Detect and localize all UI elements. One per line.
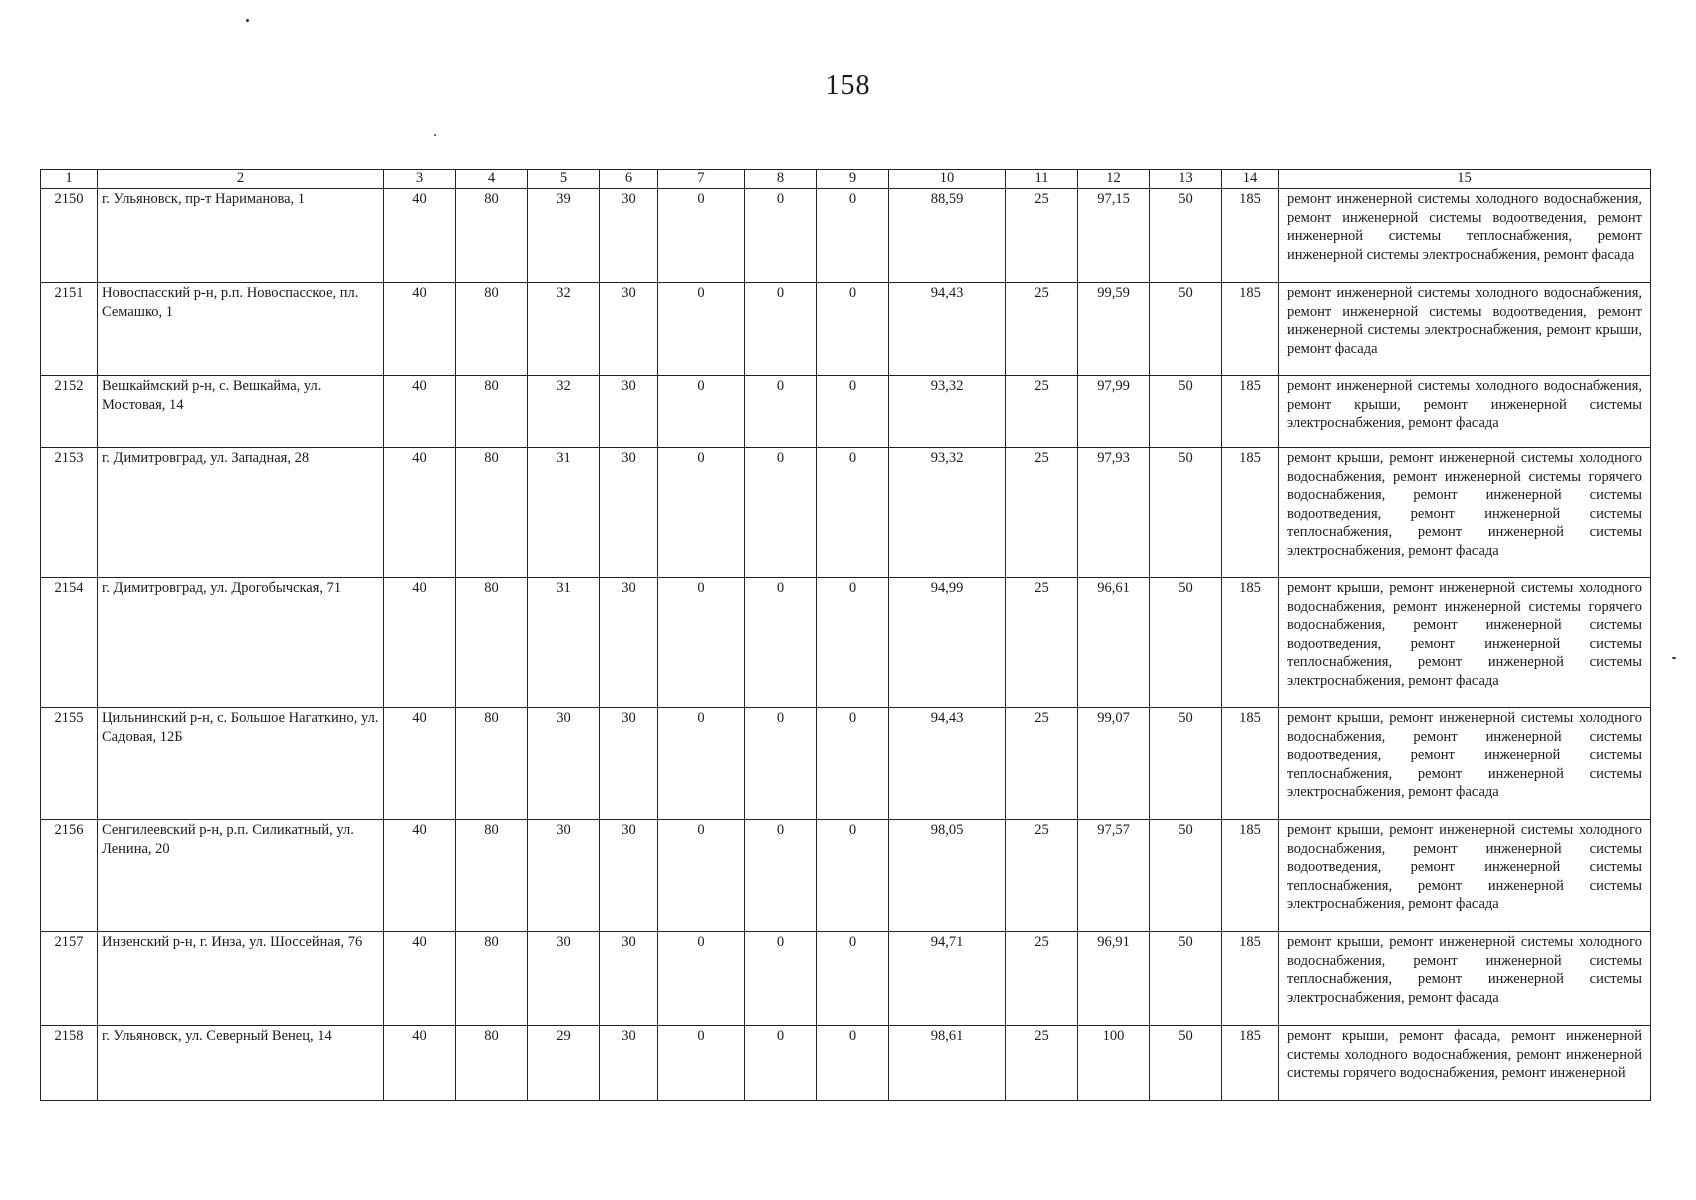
cell-col-4: 80 bbox=[456, 283, 528, 376]
cell-col-3: 40 bbox=[384, 708, 456, 820]
cell-col-5: 32 bbox=[528, 283, 600, 376]
column-header-5: 5 bbox=[528, 170, 600, 189]
cell-col-13: 50 bbox=[1150, 376, 1222, 448]
column-header-7: 7 bbox=[658, 170, 745, 189]
cell-col-11: 25 bbox=[1006, 448, 1078, 578]
cell-col-14: 185 bbox=[1222, 283, 1279, 376]
cell-col-12: 97,99 bbox=[1078, 376, 1150, 448]
column-header-6: 6 bbox=[600, 170, 658, 189]
cell-col-12: 100 bbox=[1078, 1026, 1150, 1101]
cell-col-4: 80 bbox=[456, 189, 528, 283]
row-works: ремонт крыши, ремонт инженерной системы холодного водоснабжения, ремонт инженерной системы водоотведения, ремонт инженерной системы теплоснабжения, ремонт инженерной системы электроснабжения, ремонт фасада bbox=[1279, 820, 1651, 932]
table-row bbox=[41, 189, 1651, 283]
cell-col-9: 0 bbox=[817, 189, 889, 283]
cell-col-10: 94,43 bbox=[889, 283, 1006, 376]
cell-col-6: 30 bbox=[600, 1026, 658, 1101]
column-header-9: 9 bbox=[817, 170, 889, 189]
cell-col-14: 185 bbox=[1222, 820, 1279, 932]
cell-col-6: 30 bbox=[600, 820, 658, 932]
cell-col-12: 97,15 bbox=[1078, 189, 1150, 283]
page-number: 158 bbox=[825, 70, 871, 101]
row-id: 2154 bbox=[41, 578, 98, 708]
cell-col-5: 30 bbox=[528, 708, 600, 820]
cell-col-11: 25 bbox=[1006, 932, 1078, 1026]
cell-col-7: 0 bbox=[658, 448, 745, 578]
cell-col-10: 93,32 bbox=[889, 376, 1006, 448]
scan-speck bbox=[434, 134, 436, 136]
row-address: г. Димитровград, ул. Дрогобычская, 71 bbox=[98, 578, 384, 708]
cell-col-11: 25 bbox=[1006, 578, 1078, 708]
cell-col-6: 30 bbox=[600, 932, 658, 1026]
cell-col-12: 96,91 bbox=[1078, 932, 1150, 1026]
cell-col-11: 25 bbox=[1006, 376, 1078, 448]
cell-col-3: 40 bbox=[384, 932, 456, 1026]
cell-col-13: 50 bbox=[1150, 189, 1222, 283]
cell-col-7: 0 bbox=[658, 1026, 745, 1101]
cell-col-7: 0 bbox=[658, 189, 745, 283]
cell-col-5: 39 bbox=[528, 189, 600, 283]
table-row bbox=[41, 578, 1651, 708]
cell-col-14: 185 bbox=[1222, 448, 1279, 578]
column-header-4: 4 bbox=[456, 170, 528, 189]
cell-col-14: 185 bbox=[1222, 708, 1279, 820]
row-id: 2158 bbox=[41, 1026, 98, 1101]
cell-col-7: 0 bbox=[658, 708, 745, 820]
row-works: ремонт крыши, ремонт инженерной системы холодного водоснабжения, ремонт инженерной системы водоотведения, ремонт инженерной системы теплоснабжения, ремонт инженерной системы электроснабжения, ремонт фасада bbox=[1279, 708, 1651, 820]
row-address: г. Димитровград, ул. Западная, 28 bbox=[98, 448, 384, 578]
cell-col-11: 25 bbox=[1006, 708, 1078, 820]
row-address: Цильнинский р-н, с. Большое Нагаткино, ул. Садовая, 12Б bbox=[98, 708, 384, 820]
cell-col-11: 25 bbox=[1006, 1026, 1078, 1101]
cell-col-9: 0 bbox=[817, 376, 889, 448]
column-header-2: 2 bbox=[98, 170, 384, 189]
cell-col-11: 25 bbox=[1006, 820, 1078, 932]
cell-col-8: 0 bbox=[745, 283, 817, 376]
cell-col-14: 185 bbox=[1222, 189, 1279, 283]
column-header-10: 10 bbox=[889, 170, 1006, 189]
row-address: г. Ульяновск, ул. Северный Венец, 14 bbox=[98, 1026, 384, 1101]
table-row bbox=[41, 448, 1651, 578]
row-works: ремонт крыши, ремонт инженерной системы холодного водоснабжения, ремонт инженерной системы горячего водоснабжения, ремонт инженерной системы водоотведения, ремонт инженерной системы теплоснабжения, ремонт инженерной системы электроснабжения, ремонт фасада bbox=[1279, 578, 1651, 708]
cell-col-3: 40 bbox=[384, 189, 456, 283]
cell-col-11: 25 bbox=[1006, 189, 1078, 283]
cell-col-7: 0 bbox=[658, 578, 745, 708]
row-works: ремонт крыши, ремонт инженерной системы холодного водоснабжения, ремонт инженерной системы теплоснабжения, ремонт инженерной системы электроснабжения, ремонт фасада bbox=[1279, 932, 1651, 1026]
cell-col-3: 40 bbox=[384, 820, 456, 932]
cell-col-9: 0 bbox=[817, 283, 889, 376]
cell-col-8: 0 bbox=[745, 1026, 817, 1101]
repair-program-table bbox=[40, 169, 1651, 1101]
cell-col-6: 30 bbox=[600, 283, 658, 376]
row-id: 2157 bbox=[41, 932, 98, 1026]
cell-col-12: 99,07 bbox=[1078, 708, 1150, 820]
cell-col-8: 0 bbox=[745, 376, 817, 448]
row-works: ремонт инженерной системы холодного водоснабжения, ремонт инженерной системы водоотведения, ремонт инженерной системы теплоснабжения, ремонт инженерной системы электроснабжения, ремонт фасада bbox=[1279, 189, 1651, 283]
row-id: 2156 bbox=[41, 820, 98, 932]
cell-col-4: 80 bbox=[456, 932, 528, 1026]
table-row bbox=[41, 1026, 1651, 1101]
cell-col-13: 50 bbox=[1150, 448, 1222, 578]
table-row bbox=[41, 376, 1651, 448]
cell-col-13: 50 bbox=[1150, 283, 1222, 376]
cell-col-11: 25 bbox=[1006, 283, 1078, 376]
scan-speck bbox=[246, 19, 249, 22]
column-header-3: 3 bbox=[384, 170, 456, 189]
table-row bbox=[41, 283, 1651, 376]
cell-col-5: 31 bbox=[528, 448, 600, 578]
cell-col-8: 0 bbox=[745, 189, 817, 283]
cell-col-14: 185 bbox=[1222, 1026, 1279, 1101]
cell-col-10: 94,71 bbox=[889, 932, 1006, 1026]
cell-col-13: 50 bbox=[1150, 932, 1222, 1026]
column-header-13: 13 bbox=[1150, 170, 1222, 189]
row-address: Новоспасский р-н, р.п. Новоспасское, пл. Семашко, 1 bbox=[98, 283, 384, 376]
cell-col-4: 80 bbox=[456, 578, 528, 708]
cell-col-12: 97,93 bbox=[1078, 448, 1150, 578]
cell-col-4: 80 bbox=[456, 1026, 528, 1101]
column-header-1: 1 bbox=[41, 170, 98, 189]
column-header-8: 8 bbox=[745, 170, 817, 189]
row-id: 2153 bbox=[41, 448, 98, 578]
cell-col-6: 30 bbox=[600, 376, 658, 448]
cell-col-7: 0 bbox=[658, 932, 745, 1026]
cell-col-3: 40 bbox=[384, 578, 456, 708]
cell-col-9: 0 bbox=[817, 820, 889, 932]
table-header-row bbox=[41, 170, 1651, 189]
column-header-15: 15 bbox=[1279, 170, 1651, 189]
cell-col-5: 30 bbox=[528, 820, 600, 932]
cell-col-8: 0 bbox=[745, 820, 817, 932]
cell-col-14: 185 bbox=[1222, 578, 1279, 708]
row-id: 2155 bbox=[41, 708, 98, 820]
cell-col-6: 30 bbox=[600, 578, 658, 708]
cell-col-5: 32 bbox=[528, 376, 600, 448]
cell-col-7: 0 bbox=[658, 283, 745, 376]
column-header-14: 14 bbox=[1222, 170, 1279, 189]
row-address: г. Ульяновск, пр-т Нариманова, 1 bbox=[98, 189, 384, 283]
cell-col-10: 88,59 bbox=[889, 189, 1006, 283]
row-id: 2151 bbox=[41, 283, 98, 376]
cell-col-9: 0 bbox=[817, 932, 889, 1026]
cell-col-12: 96,61 bbox=[1078, 578, 1150, 708]
table-row bbox=[41, 932, 1651, 1026]
scan-speck bbox=[1672, 657, 1676, 659]
cell-col-12: 97,57 bbox=[1078, 820, 1150, 932]
cell-col-5: 30 bbox=[528, 932, 600, 1026]
cell-col-14: 185 bbox=[1222, 376, 1279, 448]
table-row bbox=[41, 708, 1651, 820]
cell-col-3: 40 bbox=[384, 283, 456, 376]
row-address: Вешкаймский р-н, с. Вешкайма, ул. Мостовая, 14 bbox=[98, 376, 384, 448]
cell-col-6: 30 bbox=[600, 708, 658, 820]
row-id: 2150 bbox=[41, 189, 98, 283]
cell-col-8: 0 bbox=[745, 708, 817, 820]
row-address: Сенгилеевский р-н, р.п. Силикатный, ул. Ленина, 20 bbox=[98, 820, 384, 932]
cell-col-9: 0 bbox=[817, 578, 889, 708]
cell-col-13: 50 bbox=[1150, 578, 1222, 708]
cell-col-10: 98,05 bbox=[889, 820, 1006, 932]
row-id: 2152 bbox=[41, 376, 98, 448]
cell-col-4: 80 bbox=[456, 708, 528, 820]
cell-col-9: 0 bbox=[817, 1026, 889, 1101]
cell-col-13: 50 bbox=[1150, 1026, 1222, 1101]
cell-col-4: 80 bbox=[456, 376, 528, 448]
row-address: Инзенский р-н, г. Инза, ул. Шоссейная, 76 bbox=[98, 932, 384, 1026]
cell-col-9: 0 bbox=[817, 448, 889, 578]
cell-col-7: 0 bbox=[658, 376, 745, 448]
cell-col-3: 40 bbox=[384, 448, 456, 578]
column-header-12: 12 bbox=[1078, 170, 1150, 189]
row-works: ремонт крыши, ремонт инженерной системы холодного водоснабжения, ремонт инженерной системы горячего водоснабжения, ремонт инженерной системы водоотведения, ремонт инженерной системы теплоснабжения, ремонт инженерной системы электроснабжения, ремонт фасада bbox=[1279, 448, 1651, 578]
row-works: ремонт инженерной системы холодного водоснабжения, ремонт крыши, ремонт инженерной системы электроснабжения, ремонт фасада bbox=[1279, 376, 1651, 448]
cell-col-4: 80 bbox=[456, 820, 528, 932]
cell-col-10: 98,61 bbox=[889, 1026, 1006, 1101]
cell-col-8: 0 bbox=[745, 932, 817, 1026]
cell-col-9: 0 bbox=[817, 708, 889, 820]
table-row bbox=[41, 820, 1651, 932]
cell-col-4: 80 bbox=[456, 448, 528, 578]
cell-col-7: 0 bbox=[658, 820, 745, 932]
cell-col-13: 50 bbox=[1150, 708, 1222, 820]
row-works: ремонт крыши, ремонт фасада, ремонт инженерной системы холодного водоснабжения, ремонт инженерной системы горячего водоснабжения, ремонт инженерной bbox=[1279, 1026, 1651, 1101]
column-header-11: 11 bbox=[1006, 170, 1078, 189]
repair-program-table-container bbox=[40, 169, 1650, 1101]
cell-col-8: 0 bbox=[745, 448, 817, 578]
cell-col-12: 99,59 bbox=[1078, 283, 1150, 376]
cell-col-8: 0 bbox=[745, 578, 817, 708]
cell-col-3: 40 bbox=[384, 376, 456, 448]
cell-col-10: 94,99 bbox=[889, 578, 1006, 708]
cell-col-6: 30 bbox=[600, 448, 658, 578]
cell-col-14: 185 bbox=[1222, 932, 1279, 1026]
cell-col-3: 40 bbox=[384, 1026, 456, 1101]
row-works: ремонт инженерной системы холодного водоснабжения, ремонт инженерной системы водоотведения, ремонт инженерной системы электроснабжения, ремонт крыши, ремонт фасада bbox=[1279, 283, 1651, 376]
cell-col-10: 93,32 bbox=[889, 448, 1006, 578]
cell-col-13: 50 bbox=[1150, 820, 1222, 932]
cell-col-10: 94,43 bbox=[889, 708, 1006, 820]
cell-col-6: 30 bbox=[600, 189, 658, 283]
cell-col-5: 31 bbox=[528, 578, 600, 708]
cell-col-5: 29 bbox=[528, 1026, 600, 1101]
